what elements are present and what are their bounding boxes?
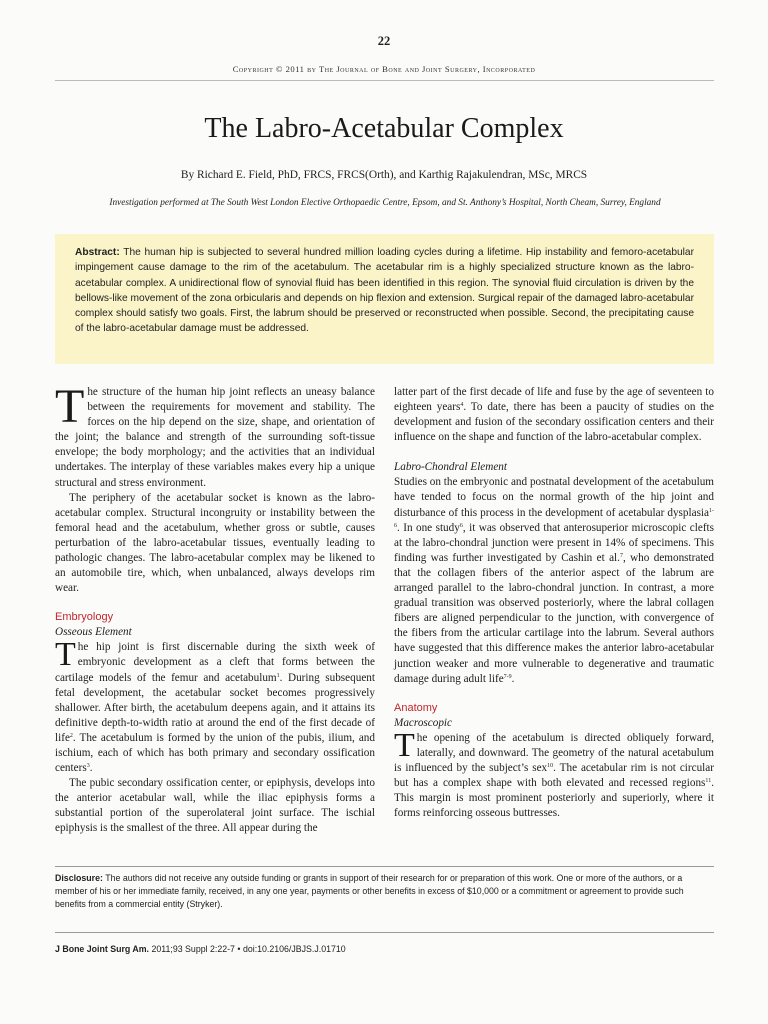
disclosure-note xyxy=(55,872,714,912)
osseous-continued-paragraph: latter part of the first decade of life and fuse by the age of seventeen to eighteen years$^4$. To date, there has been a paucity of studies on the development and fusion of the secondary ossification centers and their influence on the shape and function of the labro-acetabular complex. xyxy=(394,386,714,444)
macroscopic-paragraph: The opening of the acetabulum is directed obliquely forward, laterally, and downward. The geometry of the natural acetabulum is influenced by the subject’s sex$^{10}$. The acetabular rim is not circular but has a complex shape with both elevated and recessed regions$^{11}$. This margin is most prominent posteriorly and superiorly, where it forms reinforcing osseous buttresses. xyxy=(394,726,714,820)
footer-bullet: • xyxy=(237,944,241,954)
intro-paragraph-1: The structure of the human hip joint reflects an uneasy balance between the requirements for movement and stability. The forces on the hip depend on the size, shape, and orientation of the joint; the balance and strength of the surrounding soft-tissue envelope; the body morphology; and the activities that an individual undertakes. The interplay of these variables makes every hip a unique structural and stress environment. xyxy=(55,380,375,489)
header-divider xyxy=(55,80,714,81)
reference-superscript: 2 xyxy=(69,732,73,739)
drop-cap: T xyxy=(55,636,76,674)
abstract-label: Abstract: xyxy=(75,247,120,258)
osseous-paragraph-2: The pubic secondary ossification center, or epiphysis, develops into the anterior acetabular wall, while the iliac epiphysis forms a substantial portion of the superolateral joint surface. The ischial epiphysis is the smallest of the three. All appear during the xyxy=(55,777,375,835)
citation-volume: 2011;93 Suppl 2:22-7 xyxy=(151,944,235,954)
citation-footer xyxy=(55,944,714,954)
subheading-macroscopic: Macroscopic xyxy=(394,716,452,729)
reference-superscript: 6 xyxy=(459,522,463,529)
abstract-box xyxy=(55,234,714,364)
intro-paragraph-2: The periphery of the acetabular socket is known as the labro-acetabular complex. Structural incongruity or instability between the femoral head and the acetabulum, whether gross or subtle, causes perturbation of the labro-acetabular tissues, eventually leading to pathologic changes. The labro-acetabular complex may be likened to an automobile tire, which, when unbalanced, always develops rim wear. xyxy=(55,491,375,595)
abstract-text: The human hip is subjected to several hundred million loading cycles during a lifetime. Hip instability and femoro-acetabular impingement cause damage to the rim of the acetabulum. The acetabular rim is a highly specialized structure known as the labro-acetabular complex. A unidirectional flow of synovial fluid has been identified in this region. The synovial fluid circulation is driven by the bellows-like movement of the zona orbicularis and depends on hip flexion and extension. Surgical repair of the damaged labro-acetabular complex should satisfy two goals. First, the labrum should be preserved or reconstructed when possible. Second, the precipitating cause of the labro-acetabular damage must be addressed. xyxy=(75,247,694,335)
journal-abbreviation: J Bone Joint Surg Am. xyxy=(55,944,150,954)
reference-superscript: 3 xyxy=(86,763,90,770)
reference-superscript: 11 xyxy=(705,777,712,784)
disclosure-text: The authors did not receive any outside funding or grants in support of their research for or preparation of this work. One or more of the authors, or a member of his or her immediate family, received, in any one year, payments or other benefits in excess of $10,000 or a commitment or agreement to provide such benefits from a commercial entity (Stryker). xyxy=(55,873,684,910)
footer-divider xyxy=(55,932,714,933)
disclosure-divider xyxy=(55,866,714,867)
reference-superscript: 7-9 xyxy=(503,673,512,680)
drop-cap: T xyxy=(55,380,85,433)
reference-superscript: 1-6 xyxy=(394,507,714,529)
reference-superscript: 7 xyxy=(619,552,623,559)
subheading-labro-chondral-element: Labro-Chondral Element xyxy=(394,461,508,474)
drop-cap: T xyxy=(394,726,415,764)
copyright-line: Copyright © 2011 by The Journal of Bone and Joint Surgery, Incorporated xyxy=(232,64,536,74)
left-column xyxy=(55,380,375,837)
section-heading-anatomy: Anatomy xyxy=(394,701,438,714)
author-line: By Richard E. Field, PhD, FRCS, FRCS(Orth), and Karthig Rajakulendran, MSc, MRCS xyxy=(180,169,588,181)
subheading-osseous-element: Osseous Element xyxy=(55,626,132,639)
disclosure-label: Disclosure: xyxy=(55,873,103,883)
osseous-paragraph-1: The hip joint is first discernable during the sixth week of embryonic development as a cleft that forms between the cartilage models of the femur and acetabulum$^1$. During subsequent fetal development, the acetabular socket becomes progressively shallower. After birth, the acetabulum deepens again, and it attains its definitive depth-to-width ratio at around the end of the first decade of life$^2$. The acetabulum is formed by the union of the pubis, ilium, and ischium, each of which has both primary and secondary ossification centers$^3$. xyxy=(55,636,375,775)
reference-superscript: 10 xyxy=(547,762,554,769)
page-number: 22 xyxy=(377,34,391,48)
affiliation-line: Investigation performed at The South West London Elective Orthopaedic Centre, Epsom, and St. Anthony’s Hospital, North Cheam, Surrey, England xyxy=(109,198,661,208)
section-heading-embryology: Embryology xyxy=(55,611,114,624)
chondral-paragraph: Studies on the embryonic and postnatal development of the acetabulum have tended to focus on the normal growth of the hip joint and disturbance of this process in the development of acetabular dysplasia$^{1-6}$. In one study$^6$, it was observed that anterosuperior microscopic clefts at the labro-chondral junction were present in 14% of specimens. This finding was further investigated by Cashin et al.$^7$, who demonstrated that the collagen fibers of the anterior aspect of the labrum are arranged parallel to the labro-chondral junction. In contrast, a more gradual transition was observed posteriorly, where the labral collagen fibers are aligned perpendicular to the junction, with convergence of the fibers from the articular cartilage into the labrum. Several authors have suggested that this difference makes the anterior labro-acetabular junction weaker and more vulnerable to degenerative and traumatic damage during adult life$^{7-9}$. xyxy=(394,476,715,685)
reference-superscript: 1 xyxy=(276,672,280,679)
article-title: The Labro-Acetabular Complex xyxy=(204,113,564,144)
reference-superscript: 4 xyxy=(460,402,464,409)
right-column xyxy=(394,385,714,821)
doi-text: doi:10.2106/JBJS.J.01710 xyxy=(242,944,346,954)
